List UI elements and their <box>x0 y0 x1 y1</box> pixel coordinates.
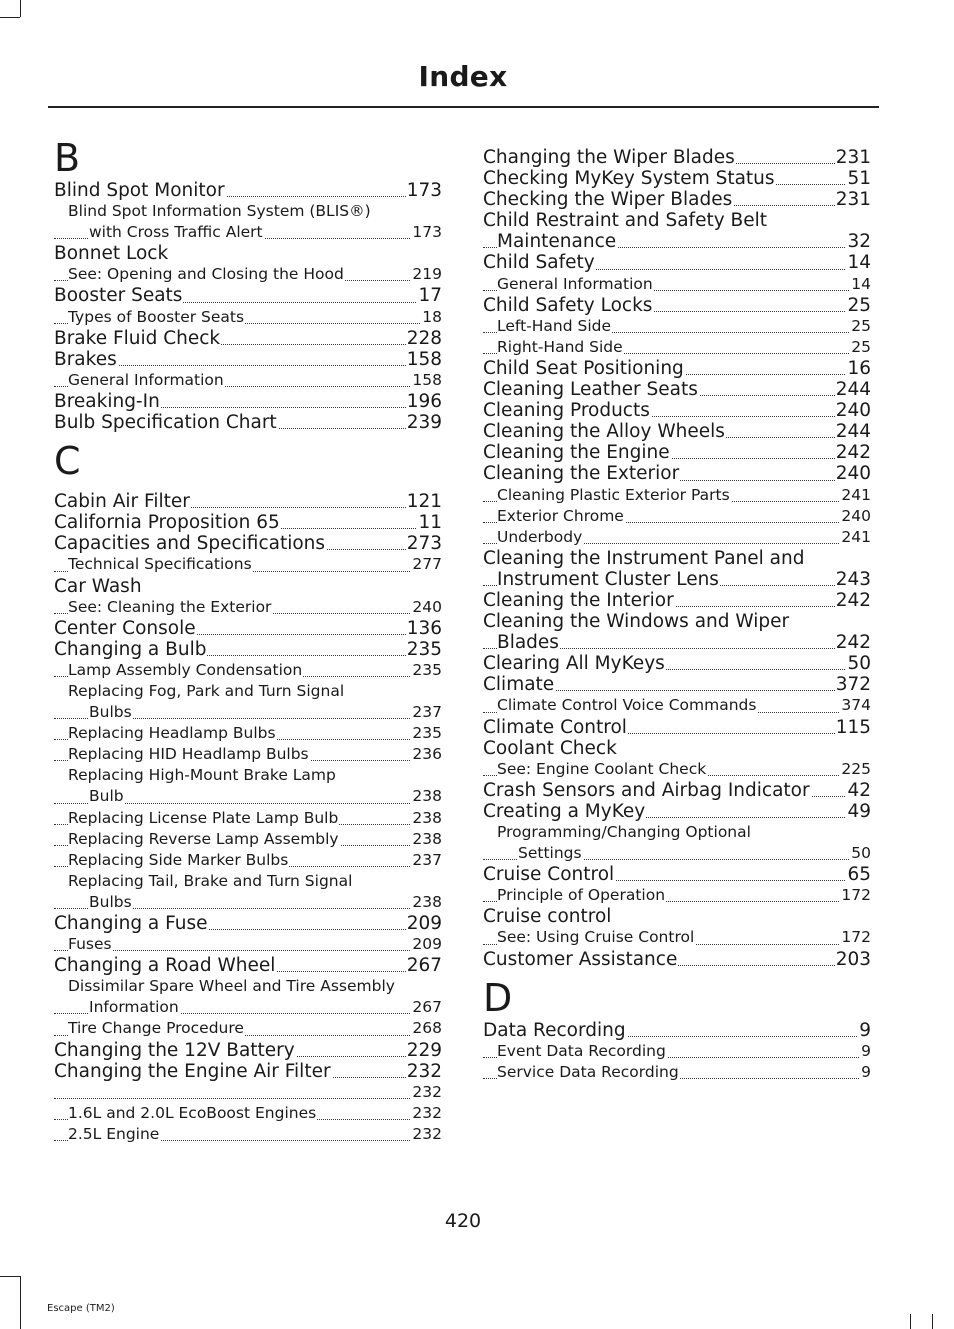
index-entry[interactable] <box>54 349 442 370</box>
index-subentry[interactable] <box>54 370 442 391</box>
index-subentry[interactable] <box>54 786 442 807</box>
entry-label: Bulb Specification Chart <box>54 412 277 434</box>
index-entry[interactable] <box>54 618 442 639</box>
entry-page-number: 32 <box>847 231 871 253</box>
entry-label: California Proposition 65 <box>54 512 280 534</box>
entry-page-number: 237 <box>411 850 442 871</box>
index-entry[interactable] <box>483 590 871 611</box>
entry-label: General Information <box>497 274 653 293</box>
index-entry[interactable] <box>483 379 871 400</box>
index-subentry[interactable] <box>54 997 442 1018</box>
entry-page-number: 239 <box>406 412 442 434</box>
entry-page-number: 203 <box>835 948 871 970</box>
index-subentry[interactable] <box>483 316 871 337</box>
entry-label: Left-Hand Side <box>497 316 612 335</box>
entry-page-number: 158 <box>411 370 442 391</box>
crop-mark-top-left-vertical <box>20 0 21 17</box>
entry-page-number: 14 <box>850 274 871 295</box>
index-entry[interactable] <box>54 180 442 201</box>
index-subentry[interactable] <box>483 274 871 295</box>
entry-label: Replacing Tail, Brake and Turn Signal <box>68 871 353 890</box>
entry-label: Creating a MyKey <box>483 800 646 822</box>
entry-label: Coolant Check <box>483 737 617 759</box>
entry-label: Replacing License Plate Lamp Bulb <box>68 808 339 827</box>
entry-label: Child Safety <box>483 252 595 274</box>
entry-page-number: 172 <box>840 927 871 948</box>
index-subentry[interactable] <box>54 871 442 892</box>
entry-page-number: 136 <box>406 617 442 639</box>
entry-label: Child Restraint and Safety Belt <box>483 210 767 232</box>
entry-page-number: 9 <box>860 1062 871 1083</box>
entry-page-number: 11 <box>418 512 442 534</box>
index-entry[interactable] <box>483 548 871 569</box>
entry-label: Maintenance <box>497 231 617 253</box>
section-letter-b: B <box>54 136 81 180</box>
entry-page-number: 172 <box>840 885 871 906</box>
index-entry[interactable] <box>54 412 442 433</box>
entry-page-number: 16 <box>847 357 871 379</box>
entry-label: Cleaning the Interior <box>483 589 674 611</box>
index-entry[interactable] <box>54 1040 442 1061</box>
index-subentry[interactable] <box>54 1103 442 1124</box>
index-entry[interactable] <box>54 285 442 306</box>
entry-label: Cleaning the Alloy Wheels <box>483 421 725 443</box>
entry-page-number: 25 <box>850 316 871 337</box>
entry-label: See: Cleaning the Exterior <box>68 597 272 616</box>
entry-label: Booster Seats <box>54 285 183 307</box>
entry-label: Capacities and Specifications <box>54 533 326 555</box>
entry-label: Tire Change Procedure <box>68 1019 244 1038</box>
entry-label: Child Safety Locks <box>483 294 653 316</box>
entry-page-number: 232 <box>411 1082 442 1103</box>
index-subentry[interactable] <box>483 1041 871 1062</box>
entry-label: Replacing HID Headlamp Bulbs <box>68 745 309 764</box>
entry-label: Cleaning the Instrument Panel and <box>483 547 805 569</box>
entry-label: Programming/Changing Optional <box>497 823 751 841</box>
index-subentry[interactable] <box>54 681 442 702</box>
entry-page-number: 238 <box>411 786 442 807</box>
index-entry[interactable] <box>483 252 871 273</box>
footer-label: Escape (TM2) <box>47 1303 115 1314</box>
entry-label: Underbody <box>497 527 583 546</box>
entry-label: General Information <box>68 370 224 389</box>
entry-label: Information <box>89 998 179 1017</box>
index-subentry[interactable] <box>54 829 442 850</box>
index-entry[interactable] <box>483 295 871 316</box>
index-subentry[interactable] <box>54 554 442 575</box>
crop-mark-bottom-right-2 <box>932 1314 933 1329</box>
index-subentry[interactable] <box>483 527 871 548</box>
index-column-left <box>54 138 442 1145</box>
entry-label: Crash Sensors and Airbag Indicator <box>483 779 810 801</box>
entry-label: Bulb <box>89 787 124 806</box>
section-letter-d: D <box>483 975 513 1020</box>
index-subentry[interactable] <box>54 660 442 681</box>
section-letter-c: C <box>54 439 81 484</box>
index-entry[interactable] <box>483 1020 871 1041</box>
entry-label: Service Data Recording <box>497 1062 679 1081</box>
entry-label: Blind Spot Information System (BLIS®) <box>68 202 371 221</box>
entry-page-number: 25 <box>847 294 871 316</box>
entry-label: Event Data Recording <box>497 1041 666 1060</box>
entry-label: Changing the 12V Battery <box>54 1039 295 1061</box>
index-subentry[interactable] <box>54 1082 442 1103</box>
index-entry[interactable] <box>483 569 871 590</box>
entry-page-number: 242 <box>835 442 871 464</box>
entry-label: Changing a Fuse <box>54 913 208 934</box>
index-entry[interactable] <box>483 653 871 674</box>
entry-page-number: 231 <box>835 189 871 211</box>
entry-label: Replacing Side Marker Bulbs <box>68 850 289 869</box>
page-title: Index <box>418 60 508 93</box>
entry-page-number: 240 <box>835 400 871 422</box>
index-subentry[interactable] <box>54 1018 442 1039</box>
dot-leader <box>54 1098 442 1099</box>
index-entry[interactable] <box>54 955 442 976</box>
entry-page-number: 244 <box>835 421 871 443</box>
entry-label: Settings <box>518 844 582 863</box>
entry-page-number: 235 <box>411 660 442 681</box>
entry-page-number: 242 <box>835 632 871 654</box>
entry-page-number: 228 <box>406 327 442 349</box>
entry-page-number: 232 <box>411 1124 442 1145</box>
entry-page-number: 277 <box>411 554 442 575</box>
entry-label: Climate Control <box>483 716 627 738</box>
entry-page-number: 14 <box>847 252 871 274</box>
index-entry[interactable] <box>54 391 442 412</box>
index-subentry[interactable] <box>54 1124 442 1145</box>
index-subentry[interactable] <box>483 885 871 906</box>
entry-label: Bulbs <box>89 703 132 722</box>
entry-page-number: 242 <box>835 589 871 611</box>
entry-page-number: 374 <box>840 695 871 716</box>
entry-page-number: 115 <box>835 716 871 738</box>
index-subentry[interactable] <box>54 702 442 723</box>
crop-mark-bottom-left-vertical <box>20 1276 21 1329</box>
index-entry[interactable] <box>483 949 871 970</box>
entry-page-number: 243 <box>835 568 871 590</box>
entry-label: See: Opening and Closing the Hood <box>68 265 344 284</box>
entry-label: Bulbs <box>89 892 132 911</box>
entry-label: Car Wash <box>54 575 142 597</box>
entry-label: Brakes <box>54 348 117 370</box>
index-entry[interactable] <box>483 632 871 653</box>
entry-page-number: 236 <box>411 744 442 765</box>
entry-label: Breaking-In <box>54 390 160 412</box>
entry-page-number: 9 <box>860 1041 871 1062</box>
index-subentry[interactable] <box>483 337 871 358</box>
entry-label: Clearing All MyKeys <box>483 653 665 675</box>
entry-label: Lamp Assembly Condensation <box>68 660 303 679</box>
entry-label: Replacing Fog, Park and Turn Signal <box>68 681 345 700</box>
index-entry[interactable] <box>483 210 871 231</box>
entry-page-number: 121 <box>406 491 442 513</box>
entry-page-number: 267 <box>406 955 442 977</box>
entry-page-number: 51 <box>847 168 871 190</box>
index-subentry[interactable] <box>54 934 442 955</box>
crop-mark-bottom-left-horizontal <box>0 1276 20 1277</box>
entry-label: with Cross Traffic Alert <box>89 223 263 242</box>
index-entry[interactable] <box>483 801 871 822</box>
entry-label: 2.5L Engine <box>68 1124 160 1143</box>
index-column-right <box>483 147 871 1083</box>
entry-label: Child Seat Positioning <box>483 357 684 379</box>
entry-label: Data Recording <box>483 1019 626 1041</box>
entry-label: Cabin Air Filter <box>54 491 190 513</box>
entry-page-number: 173 <box>406 180 442 201</box>
index-entry[interactable] <box>483 738 871 759</box>
entry-label: Fuses <box>68 935 112 954</box>
index-entry[interactable] <box>54 243 442 264</box>
index-entry[interactable] <box>54 1061 442 1082</box>
entry-label: See: Using Cruise Control <box>497 928 695 947</box>
entry-label: Center Console <box>54 617 196 639</box>
entry-page-number: 50 <box>847 653 871 675</box>
index-entry[interactable] <box>54 639 442 660</box>
entry-page-number: 196 <box>406 390 442 412</box>
entry-label: Types of Booster Seats <box>68 307 245 326</box>
index-subentry[interactable] <box>483 822 871 843</box>
crop-mark-top-left-horizontal <box>0 17 20 18</box>
index-entry[interactable] <box>483 780 871 801</box>
entry-page-number: 240 <box>840 506 871 527</box>
index-entry[interactable] <box>483 168 871 189</box>
index-entry[interactable] <box>483 717 871 738</box>
entry-label: Cleaning the Exterior <box>483 463 680 485</box>
entry-label: Blades <box>497 632 559 654</box>
entry-label: 1.6L and 2.0L EcoBoost Engines <box>68 1103 317 1122</box>
entry-label: See: Engine Coolant Check <box>497 759 707 778</box>
entry-page-number: 173 <box>411 222 442 243</box>
entry-page-number: 231 <box>835 147 871 168</box>
index-entry[interactable] <box>483 147 871 168</box>
page-number: 420 <box>444 1210 482 1232</box>
entry-label: Right-Hand Side <box>497 337 623 356</box>
index-subentry[interactable] <box>483 927 871 948</box>
entry-page-number: 235 <box>411 723 442 744</box>
index-subentry[interactable] <box>483 843 871 864</box>
entry-page-number: 25 <box>850 337 871 358</box>
entry-label: Checking the Wiper Blades <box>483 189 733 211</box>
index-entry[interactable] <box>483 906 871 927</box>
entry-label: Dissimilar Spare Wheel and Tire Assembly <box>68 977 395 996</box>
index-entry[interactable] <box>54 533 442 554</box>
entry-label: Cleaning Leather Seats <box>483 379 698 401</box>
entry-page-number: 237 <box>411 702 442 723</box>
entry-label: Cruise Control <box>483 864 615 886</box>
index-entry[interactable] <box>483 400 871 421</box>
index-entry[interactable] <box>54 491 442 512</box>
entry-page-number: 17 <box>418 285 442 307</box>
index-subentry[interactable] <box>483 695 871 716</box>
entry-label: Changing a Road Wheel <box>54 955 276 977</box>
index-entry[interactable] <box>54 576 442 597</box>
entry-page-number: 238 <box>411 808 442 829</box>
entry-label: Brake Fluid Check <box>54 327 221 349</box>
entry-label: Changing the Engine Air Filter <box>54 1060 331 1082</box>
entry-label: Cruise control <box>483 906 612 928</box>
entry-page-number: 209 <box>406 913 442 934</box>
entry-label: Changing a Bulb <box>54 638 207 660</box>
index-subentry[interactable] <box>54 264 442 285</box>
entry-page-number: 267 <box>411 997 442 1018</box>
entry-label: Exterior Chrome <box>497 506 624 525</box>
entry-page-number: 240 <box>835 463 871 485</box>
entry-label: Climate <box>483 674 555 696</box>
index-subentry[interactable] <box>54 597 442 618</box>
entry-label: Replacing High-Mount Brake Lamp <box>68 766 336 785</box>
index-subentry[interactable] <box>54 222 442 243</box>
index-subentry[interactable] <box>54 976 442 997</box>
index-entry[interactable] <box>54 913 442 934</box>
entry-page-number: 235 <box>406 638 442 660</box>
index-entry[interactable] <box>483 463 871 484</box>
index-entry[interactable] <box>483 189 871 210</box>
entry-page-number: 241 <box>840 485 871 506</box>
index-subentry[interactable] <box>54 892 442 913</box>
index-entry[interactable] <box>483 674 871 695</box>
entry-page-number: 238 <box>411 892 442 913</box>
index-subentry[interactable] <box>54 744 442 765</box>
index-subentry[interactable] <box>483 759 871 780</box>
entry-label: Cleaning the Windows and Wiper <box>483 611 790 633</box>
entry-label: Cleaning the Engine <box>483 442 670 464</box>
entry-page-number: 158 <box>406 348 442 370</box>
index-subentry[interactable] <box>54 850 442 871</box>
entry-page-number: 232 <box>411 1103 442 1124</box>
entry-label: Checking MyKey System Status <box>483 168 775 190</box>
index-entry[interactable] <box>483 864 871 885</box>
entry-page-number: 232 <box>406 1060 442 1082</box>
entry-label: Principle of Operation <box>497 886 666 905</box>
header-rule <box>48 106 879 108</box>
index-subentry[interactable] <box>54 808 442 829</box>
index-subentry[interactable] <box>54 201 442 222</box>
entry-page-number: 238 <box>411 829 442 850</box>
entry-label: Technical Specifications <box>68 555 252 574</box>
index-subentry[interactable] <box>54 307 442 328</box>
entry-page-number: 219 <box>411 264 442 285</box>
entry-label: Changing the Wiper Blades <box>483 147 735 168</box>
entry-label: Blind Spot Monitor <box>54 180 225 201</box>
entry-label: Climate Control Voice Commands <box>497 696 757 715</box>
entry-page-number: 50 <box>850 843 871 864</box>
entry-page-number: 372 <box>835 674 871 696</box>
entry-label: Cleaning Plastic Exterior Parts <box>497 485 730 504</box>
entry-page-number: 244 <box>835 379 871 401</box>
entry-label: Cleaning Products <box>483 400 650 422</box>
entry-page-number: 18 <box>421 307 442 328</box>
entry-label: Instrument Cluster Lens <box>497 568 719 590</box>
index-subentry[interactable] <box>483 485 871 506</box>
entry-page-number: 229 <box>406 1039 442 1061</box>
index-subentry[interactable] <box>483 506 871 527</box>
entry-label: Customer Assistance <box>483 948 678 970</box>
index-subentry[interactable] <box>54 723 442 744</box>
entry-page-number: 225 <box>840 759 871 780</box>
entry-page-number: 240 <box>411 597 442 618</box>
entry-page-number: 9 <box>859 1019 871 1041</box>
index-subentry[interactable] <box>483 1062 871 1083</box>
entry-page-number: 42 <box>847 779 871 801</box>
entry-label: Replacing Reverse Lamp Assembly <box>68 829 339 848</box>
index-entry[interactable] <box>483 442 871 463</box>
index-entry[interactable] <box>54 512 442 533</box>
entry-page-number: 241 <box>840 527 871 548</box>
index-entry[interactable] <box>483 611 871 632</box>
entry-page-number: 49 <box>847 800 871 822</box>
entry-label: Replacing Headlamp Bulbs <box>68 724 276 743</box>
entry-page-number: 268 <box>411 1018 442 1039</box>
index-entry[interactable] <box>54 328 442 349</box>
index-entry[interactable] <box>483 231 871 252</box>
entry-label <box>68 1083 69 1101</box>
index-subentry[interactable] <box>54 765 442 786</box>
entry-page-number: 273 <box>406 533 442 555</box>
index-entry[interactable] <box>483 358 871 379</box>
entry-page-number: 65 <box>847 864 871 886</box>
index-entry[interactable] <box>483 421 871 442</box>
entry-label: Bonnet Lock <box>54 243 169 265</box>
entry-page-number: 209 <box>411 934 442 955</box>
crop-mark-bottom-right-1 <box>910 1314 911 1329</box>
